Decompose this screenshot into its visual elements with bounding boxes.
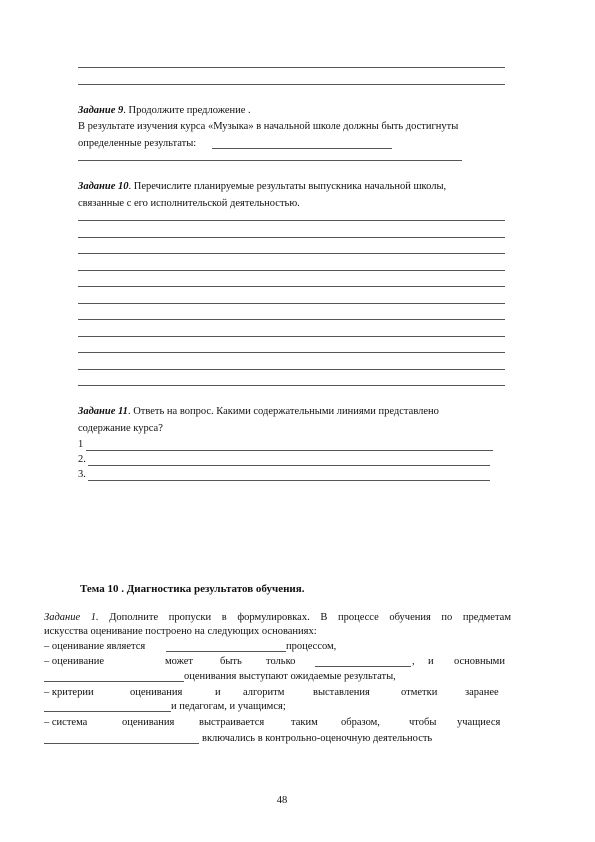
answer-line [78, 319, 505, 320]
answer-line [86, 450, 493, 451]
topic-title: Тема 10 . Диагностика результатов обучения. [80, 583, 305, 595]
task1-bullet4-row [44, 716, 511, 729]
answer-line [78, 352, 505, 353]
task11-label: Задание 11 [78, 406, 128, 417]
task9-heading [78, 104, 251, 117]
bullet4-word: таким [291, 717, 318, 728]
bullet2-word: только [266, 656, 296, 667]
bullet2-word: быть [220, 656, 242, 667]
answer-line [44, 681, 184, 682]
bullet2-word: – оценивание [44, 656, 105, 667]
answer-line [78, 84, 505, 85]
bullet2-word: может [165, 656, 193, 667]
answer-line [88, 465, 490, 466]
answer-line [88, 480, 490, 481]
answer-line [78, 220, 505, 221]
task9-line2: определенные результаты: [78, 138, 197, 149]
task11-item-2-number: 2. [78, 454, 86, 465]
task9-prompt: . Продолжите предложение . [123, 105, 251, 116]
bullet4-word: оценивания [122, 717, 175, 728]
task1-bullet4-cont: включались в контрольно-оценочную деятельность [202, 733, 433, 744]
answer-line [44, 711, 171, 712]
answer-line [78, 385, 505, 386]
answer-line [78, 336, 505, 337]
bullet2-word: основными [454, 656, 505, 667]
bullet3-word: и [215, 687, 221, 698]
task10-label: Задание 10 [78, 181, 129, 192]
answer-line [78, 160, 462, 161]
task10-line2: связанные с его исполнительской деятельностью. [78, 198, 300, 209]
answer-line [78, 369, 505, 370]
answer-line [78, 286, 505, 287]
bullet3-word: заранее [465, 687, 499, 698]
task11-line2: содержание курса? [78, 423, 163, 434]
bullet2-word: , [412, 656, 415, 667]
answer-line [166, 651, 286, 652]
task1-label: Задание 1. [44, 612, 99, 623]
task10-heading [78, 180, 446, 193]
task1-line2: искусства оценивание построено на следующих основаниях: [44, 626, 317, 637]
task11-prompt: . Ответь на вопрос. Какими содержательными линиями представлено [127, 406, 439, 417]
bullet3-word: выставления [313, 687, 370, 698]
task1-line1-text: Дополните пропуски в формулировках. В процессе обучения по предметам [109, 612, 511, 623]
answer-line [78, 303, 505, 304]
task11-heading [78, 405, 439, 418]
bullet4-word: учащиеся [457, 717, 501, 728]
bullet3-word: – критерии [44, 687, 94, 698]
task1-bullet2-row [44, 655, 511, 668]
task1-bullet3-row [44, 686, 511, 699]
answer-line [78, 237, 505, 238]
task10-prompt: . Перечислите планируемые результаты выпускника начальной школы, [128, 181, 447, 192]
task1-bullet1-b: процессом, [286, 641, 337, 652]
answer-line [44, 743, 199, 744]
bullet4-word: образом, [341, 717, 380, 728]
answer-line [212, 148, 392, 149]
answer-line [78, 270, 505, 271]
bullet2-word: и [428, 656, 434, 667]
answer-line [315, 666, 411, 667]
task1-line1 [44, 611, 511, 624]
answer-line [78, 67, 505, 68]
answer-line [78, 253, 505, 254]
page-number: 48 [276, 795, 288, 806]
task9-line1: В результате изучения курса «Музыка» в начальной школе должны быть достигнуты [78, 121, 459, 132]
task11-item-3-number: 3. [78, 469, 86, 480]
bullet4-word: – система [44, 717, 88, 728]
task11-item-1-number: 1 [78, 439, 84, 450]
task1-bullet3-cont: и педагогам, и учащимся; [171, 701, 286, 712]
task9-label: Задание 9 [78, 105, 124, 116]
bullet3-word: отметки [401, 687, 438, 698]
bullet4-word: чтобы [409, 717, 437, 728]
bullet3-word: алгоритм [243, 687, 285, 698]
bullet4-word: выстраивается [199, 717, 265, 728]
task1-bullet2-cont: оценивания выступают ожидаемые результаты, [184, 671, 396, 682]
bullet3-word: оценивания [130, 687, 183, 698]
task1-bullet1-a: – оценивание является [44, 641, 146, 652]
